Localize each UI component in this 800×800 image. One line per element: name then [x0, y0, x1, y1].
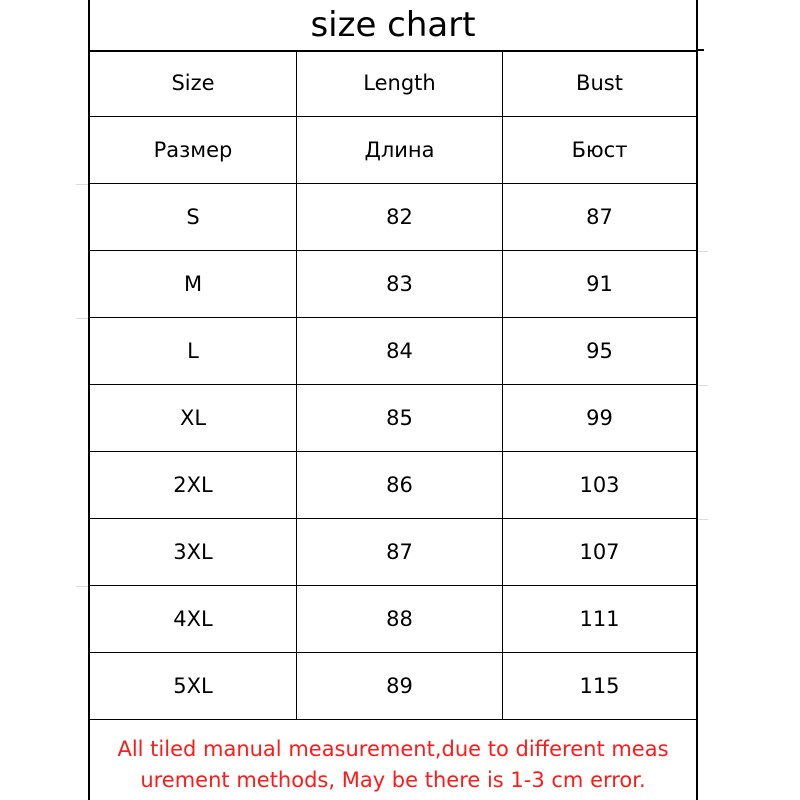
size-cell: 2XL: [90, 452, 297, 518]
margin-guide-line: [76, 184, 88, 185]
size-grid: [90, 50, 696, 720]
size-cell: XL: [90, 385, 297, 451]
header-size-ru: Размер: [90, 117, 297, 183]
bust-cell: 103: [579, 473, 620, 497]
size-chart-table: [88, 0, 698, 800]
margin-guide-line: [698, 251, 708, 252]
table-row: [90, 586, 696, 653]
bust-cell: 115: [579, 674, 620, 698]
chart-title: size chart: [90, 0, 696, 52]
table-row: [90, 318, 696, 385]
length-cell: 84: [297, 318, 503, 384]
length-cell: 86: [297, 452, 503, 518]
header-length: Length: [297, 50, 503, 116]
length-cell: 88: [297, 586, 503, 652]
title-border-extension: [698, 49, 704, 51]
bust-cell: 91: [586, 272, 613, 296]
header-length-ru: Длина: [297, 117, 503, 183]
margin-guide-line: [76, 318, 88, 319]
header-bust-ru: Бюст: [571, 138, 628, 162]
size-cell: 3XL: [90, 519, 297, 585]
margin-guide-line: [698, 519, 708, 520]
header-bust: Bust: [576, 71, 623, 95]
table-row: [90, 653, 696, 720]
size-cell: S: [90, 184, 297, 250]
length-cell: 82: [297, 184, 503, 250]
table-row: [90, 519, 696, 586]
table-row: [90, 184, 696, 251]
header-size: Size: [90, 50, 297, 116]
length-cell: 85: [297, 385, 503, 451]
margin-guide-line: [698, 385, 708, 386]
bust-cell: 111: [579, 607, 620, 631]
size-cell: 4XL: [90, 586, 297, 652]
size-cell: L: [90, 318, 297, 384]
size-cell: 5XL: [90, 653, 297, 719]
header-row-ru: [90, 117, 696, 184]
bust-cell: 95: [586, 339, 613, 363]
header-row-en: [90, 50, 696, 117]
length-cell: 87: [297, 519, 503, 585]
table-row: [90, 452, 696, 519]
margin-guide-line: [76, 586, 88, 587]
table-row: [90, 251, 696, 318]
size-cell: M: [90, 251, 297, 317]
length-cell: 89: [297, 653, 503, 719]
bust-cell: 87: [586, 205, 613, 229]
measurement-note: All tiled manual measurement,due to different meas urement methods, May be there is 1-3 cm error.: [117, 737, 669, 792]
table-row: [90, 385, 696, 452]
length-cell: 83: [297, 251, 503, 317]
bust-cell: 107: [579, 540, 620, 564]
bust-cell: 99: [586, 406, 613, 430]
